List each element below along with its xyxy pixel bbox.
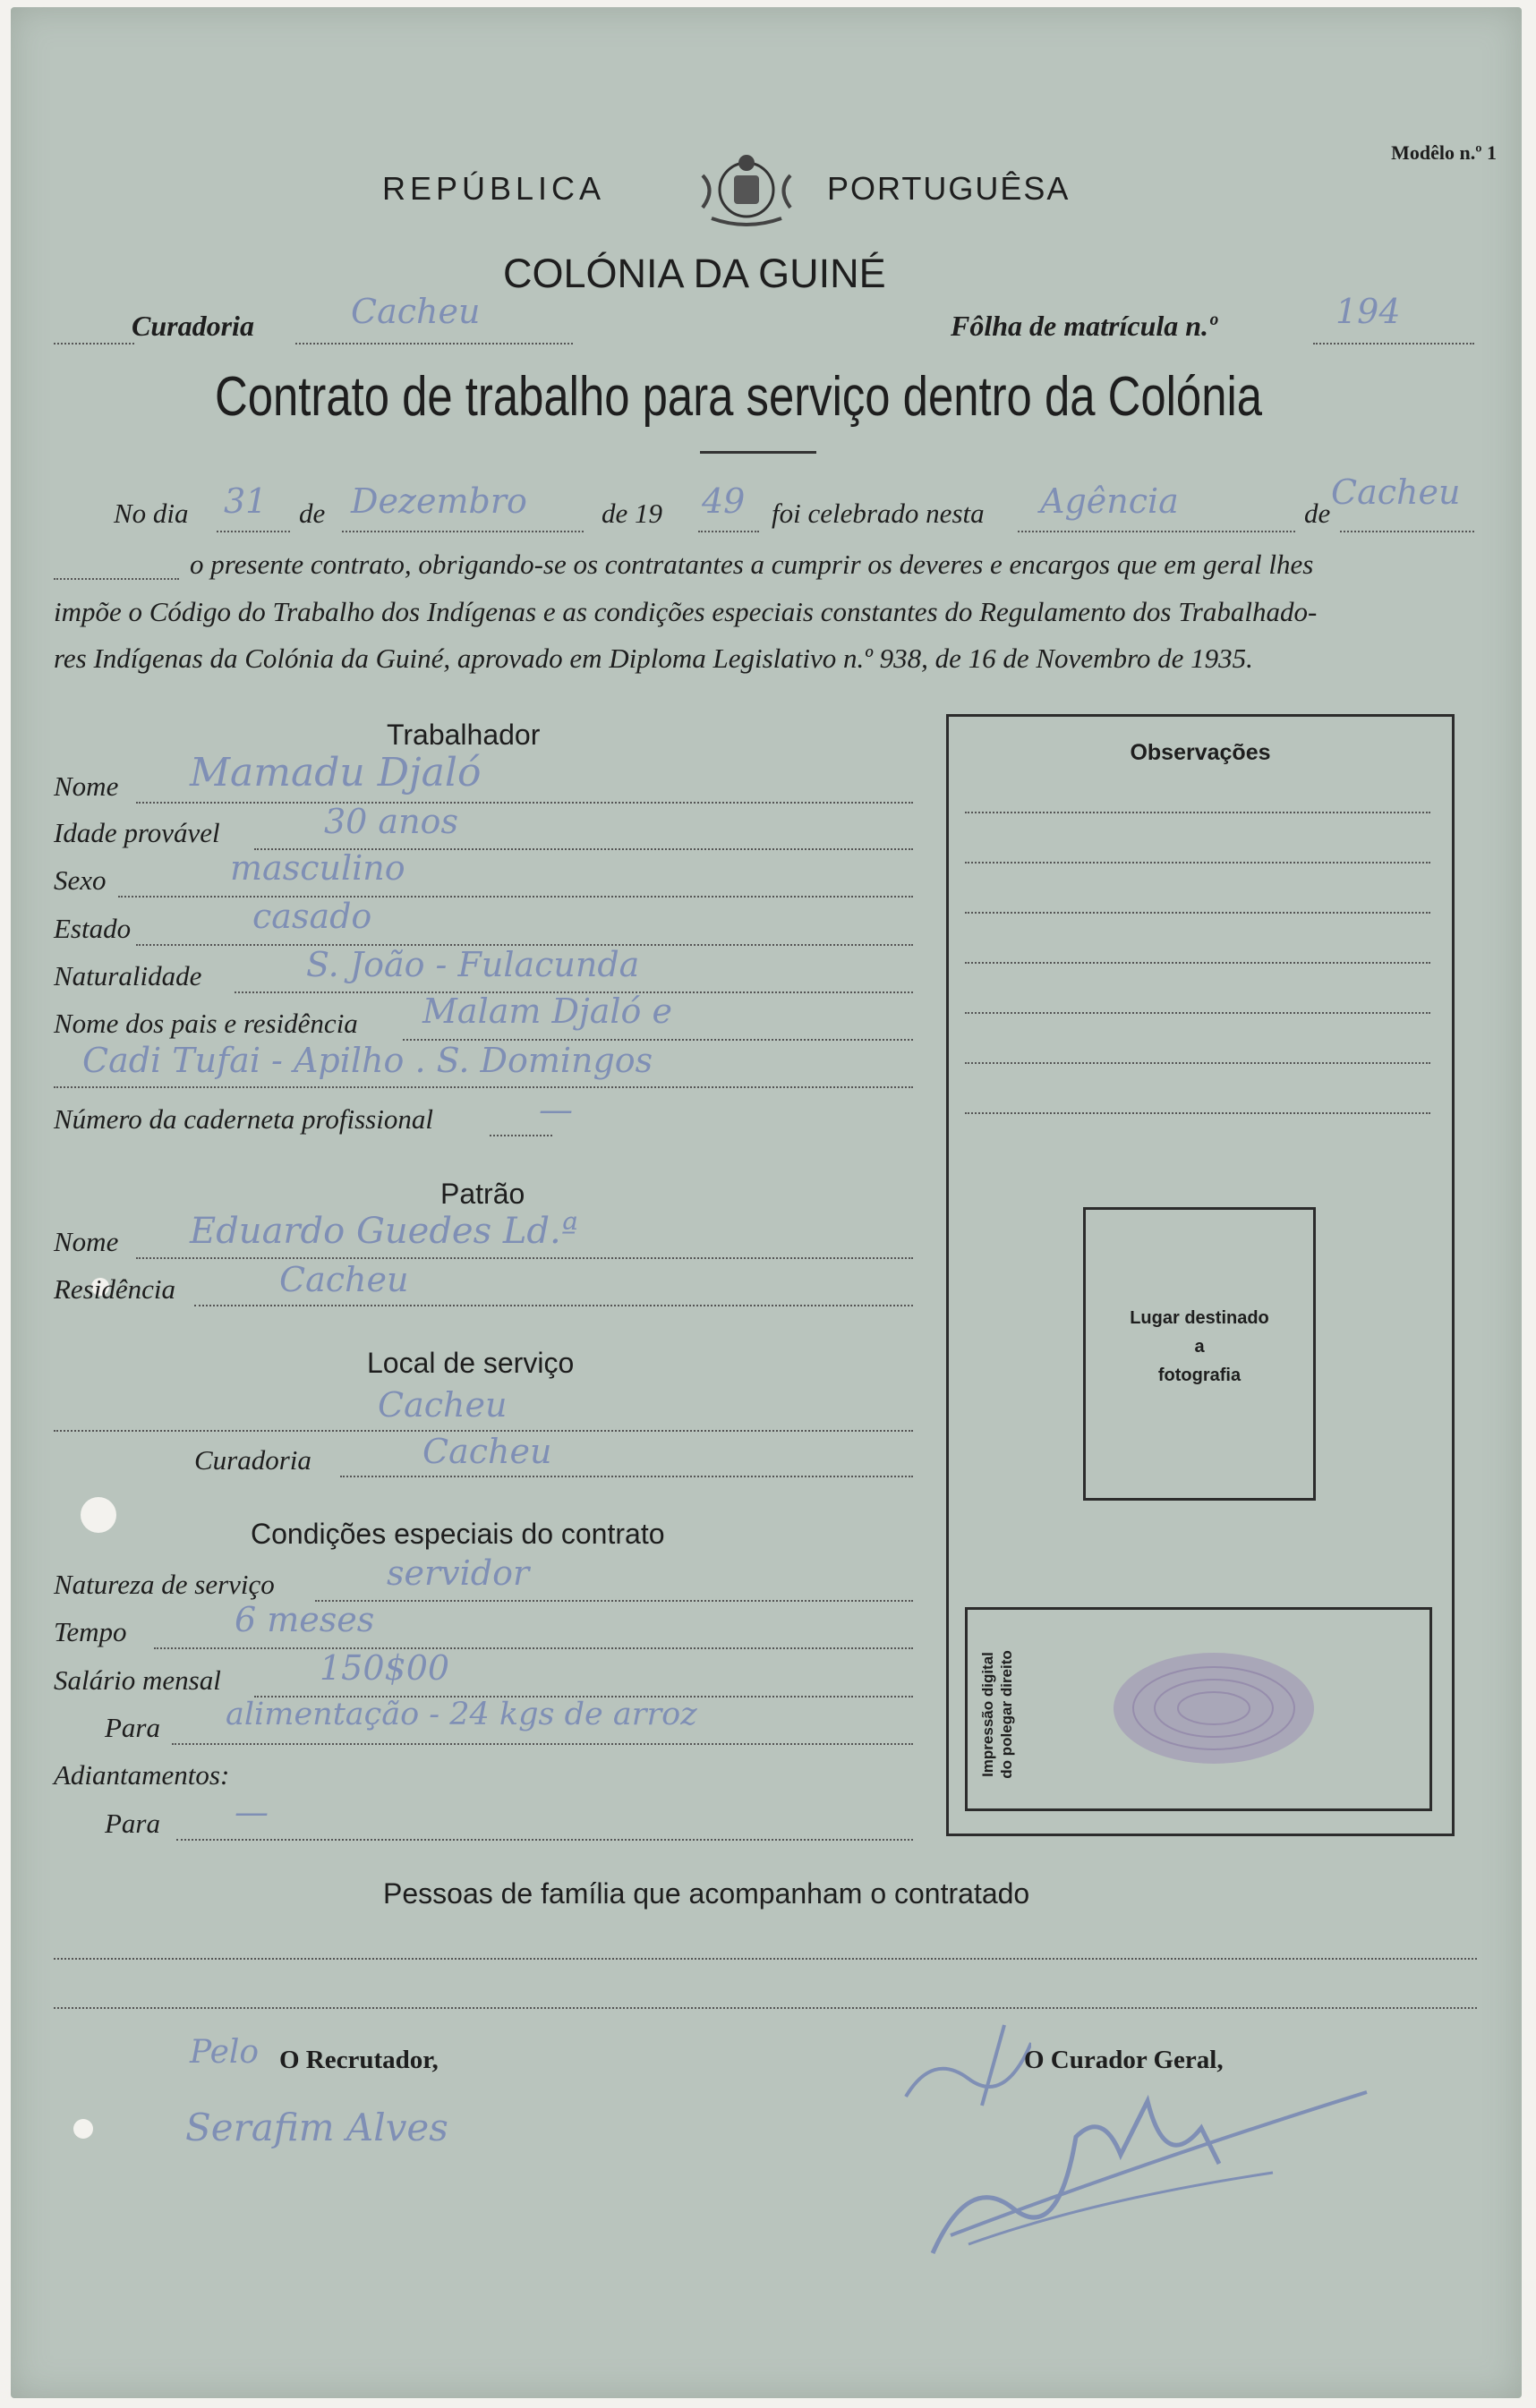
idade-label: Idade provável bbox=[54, 817, 220, 848]
residencia-value: Cacheu bbox=[279, 1260, 409, 1299]
intro-line-4: res Indígenas da Colónia da Guiné, aprovado em Diploma Legislativo n.º 938, de 16 de Novembro de 1935. bbox=[54, 642, 1253, 674]
worker-heading: Trabalhador bbox=[387, 719, 541, 751]
naturalidade-label: Naturalidade bbox=[54, 960, 202, 991]
curador-label: O Curador Geral, bbox=[1024, 2046, 1224, 2074]
sexo-label: Sexo bbox=[54, 864, 107, 896]
contract-form bbox=[11, 7, 1522, 2398]
para-value: alimentação - 24 kgs de arroz bbox=[226, 1697, 697, 1732]
de2-label: de bbox=[1304, 498, 1331, 529]
place2-value: Cacheu bbox=[1331, 472, 1461, 512]
thumb-label-1: Impressão digital bbox=[979, 1652, 996, 1777]
service-local-value: Cacheu bbox=[378, 1385, 508, 1425]
thumb-label bbox=[978, 1621, 1016, 1808]
service-heading: Local de serviço bbox=[367, 1347, 575, 1379]
recrutador-signature: Serafim Alves bbox=[185, 2106, 448, 2149]
adiantamentos-label: Adiantamentos: bbox=[54, 1759, 230, 1791]
no-dia-label: No dia bbox=[114, 498, 189, 529]
worker-nome-value: Mamadu Djaló bbox=[190, 750, 482, 796]
photo-label-2: a bbox=[1194, 1337, 1205, 1357]
title-ornament bbox=[700, 451, 816, 454]
curador-signature-icon bbox=[915, 2065, 1380, 2271]
pais-label: Nome dos pais e residência bbox=[54, 1008, 358, 1039]
photo-label-3: fotografia bbox=[1157, 1366, 1242, 1385]
intro-line-3: impõe o Código do Trabalho dos Indígenas e as condições especiais constantes do Regulamento dos Trabalhado- bbox=[54, 596, 1318, 627]
sexo-value: masculino bbox=[230, 848, 405, 888]
thumb-label-2: do polegar direito bbox=[998, 1650, 1015, 1779]
worker-nome-label: Nome bbox=[54, 770, 119, 802]
salario-value: 150$00 bbox=[320, 1648, 450, 1688]
de-year-label: de 19 bbox=[602, 498, 663, 529]
para-label: Para bbox=[105, 1712, 160, 1743]
tempo-label: Tempo bbox=[54, 1616, 127, 1647]
month-value: Dezembro bbox=[351, 481, 527, 521]
naturalidade-value: S. João - Fulacunda bbox=[306, 945, 640, 984]
estado-label: Estado bbox=[54, 913, 132, 944]
photo-label-1: Lugar destinado bbox=[1130, 1308, 1269, 1328]
para2-value: — bbox=[235, 1792, 269, 1832]
caderneta-value: — bbox=[539, 1090, 573, 1129]
natureza-label: Natureza de serviço bbox=[54, 1569, 275, 1600]
coat-of-arms-icon bbox=[694, 149, 799, 231]
conditions-heading: Condições especiais do contrato bbox=[251, 1518, 665, 1550]
folha-value: 194 bbox=[1335, 292, 1401, 331]
para2-label: Para bbox=[105, 1808, 160, 1839]
celebrado-label: foi celebrado nesta bbox=[772, 498, 985, 529]
thumbprint-box bbox=[965, 1607, 1432, 1811]
punch-hole bbox=[81, 1497, 116, 1533]
caderneta-label: Número da caderneta profissional bbox=[54, 1103, 433, 1135]
pais-value-2: Cadi Tufai - Apilho . S. Domingos bbox=[82, 1041, 653, 1080]
year-value: 49 bbox=[702, 481, 746, 521]
service-curadoria-value: Cacheu bbox=[422, 1432, 552, 1471]
employer-nome-value: Eduardo Guedes Ld.ª bbox=[190, 1211, 578, 1252]
tempo-value: 6 meses bbox=[235, 1600, 375, 1639]
residencia-label: Residência bbox=[54, 1273, 176, 1305]
observations-panel bbox=[946, 714, 1455, 1836]
folha-label: Fôlha de matrícula n.º bbox=[951, 310, 1217, 342]
republic-right: PORTUGUÊSA bbox=[827, 170, 1071, 207]
curadoria-label: Curadoria bbox=[132, 310, 254, 342]
form-title: Contrato de trabalho para serviço dentro da Colónia bbox=[215, 366, 1263, 428]
thumbprint-mark bbox=[1106, 1646, 1321, 1771]
service-curadoria-label: Curadoria bbox=[194, 1444, 311, 1476]
photo-box bbox=[1083, 1207, 1316, 1501]
day-value: 31 bbox=[224, 481, 268, 521]
model-number: Modêlo n.º 1 bbox=[1391, 141, 1497, 164]
republic-left: REPÚBLICA bbox=[382, 170, 606, 207]
place-value: Agência bbox=[1040, 481, 1179, 521]
recrutador-label: O Recrutador, bbox=[279, 2046, 439, 2074]
punch-hole bbox=[73, 2119, 93, 2139]
employer-heading: Patrão bbox=[440, 1178, 525, 1210]
colony-title: COLÓNIA DA GUINÉ bbox=[503, 251, 886, 296]
recrutador-prefix: Pelo bbox=[190, 2034, 260, 2071]
pais-value: Malam Djaló e bbox=[422, 991, 672, 1031]
de-label: de bbox=[299, 498, 326, 529]
intro-line-2: o presente contrato, obrigando-se os contratantes a cumprir os deveres e encargos que em geral lhes bbox=[190, 549, 1314, 580]
natureza-value: servidor bbox=[387, 1553, 530, 1593]
salario-label: Salário mensal bbox=[54, 1664, 221, 1696]
observacoes-heading: Observações bbox=[1130, 740, 1271, 765]
estado-value: casado bbox=[252, 897, 372, 936]
curadoria-value: Cacheu bbox=[351, 292, 481, 331]
employer-nome-label: Nome bbox=[54, 1226, 119, 1257]
idade-value: 30 anos bbox=[324, 802, 458, 841]
family-heading: Pessoas de família que acompanham o contratado bbox=[383, 1877, 1030, 1910]
